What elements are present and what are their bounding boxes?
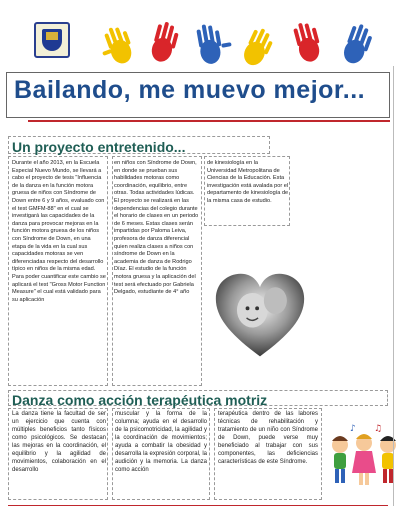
page-title: Bailando, me muevo mejor...: [14, 76, 366, 104]
section2-col3-text: terapéutica dentro de las labores técnicas de rehabilitación y tratamiento de un niño con Síndrome de Down, puede verse muy beneficiado al trabajar con sus componentes, las deficiencias características de este Síndrome.: [218, 411, 318, 465]
section2-heading: Danza como acción terapéutica motriz: [12, 392, 268, 408]
svg-text:♪: ♪: [350, 424, 356, 434]
children-music-icon: [328, 423, 400, 493]
section1-col3-text: de kinesiología en la Universidad Metropolitana de Ciencias de la Educación. Esta investigación está avalada por el departamento de kinesiología de la misma casa de estudio.: [207, 160, 289, 204]
section2-col2-text: muscular y la forma de la columna; ayuda en el desarrollo de la psicomotricidad, la agilidad y la coordinación de movimientos; ayuda a combatir la obesidad y desarrolla la expresión corporal, la audición y la memoria. La danza como acción: [115, 411, 207, 473]
svg-text:♫: ♫: [374, 424, 383, 434]
school-crest-icon: [34, 22, 70, 58]
title-divider: [28, 120, 390, 122]
section1-col1-text: Durante el año 2013, en la Escuela Especial Nuevo Mundo, se llevará a cabo el proyecto de tesis "Influencia de la danza en la función motora gruesa de niños con Síndrome de Down entre 6 y 9 años, evaluado con el test GMFM-88" en el cual se investigará las capacidades de la danza para provocar mejoras en la función motora gruesa de los niños con Síndrome de Down, en una etapa de la vida en la cual sus capacidades motoras se ven diferenciadas respecto del desarrollo típico en niños de la misma edad. Para poder cuantificar este cambio se aplicará el test "Gross Motor Function Measure" el cual está validado para su aplicación: [12, 160, 106, 303]
section1-heading: Un proyecto entretenido...: [12, 139, 186, 155]
side-divider: [393, 66, 394, 506]
painted-hands-icon: [95, 18, 395, 74]
heart-photo-icon: [212, 268, 308, 364]
bottom-divider: [8, 505, 388, 506]
section2-col1-text: La danza tiene la facultad de ser un ejercicio que cuenta con múltiples beneficios tanto físicos como psicológicos. Se destacan las mejoras en la coordinación, el equilibrio y la agilidad de movimientos, colaboración en el desarrollo: [12, 411, 106, 473]
section1-col2-text: en niños con Síndrome de Down, en donde se prueban sus habilidades motoras como coordinación, equilibrio, entre otras. Todas actividades lúdicas. El proyecto se realizará en las dependencias del colegio durante el horario de clases en un periodo de 6 meses. Estas clases serán impartidas por Paloma Leiva, profesora de danza diferencial quien realiza clases a niños con síndrome de Down en la academia de danza de Rodrigo Díaz. El estudio de la función motora gruesa y la aplicación del test será efectuado por Gabriela Delgado, estudiante de 4° año: [114, 160, 199, 296]
